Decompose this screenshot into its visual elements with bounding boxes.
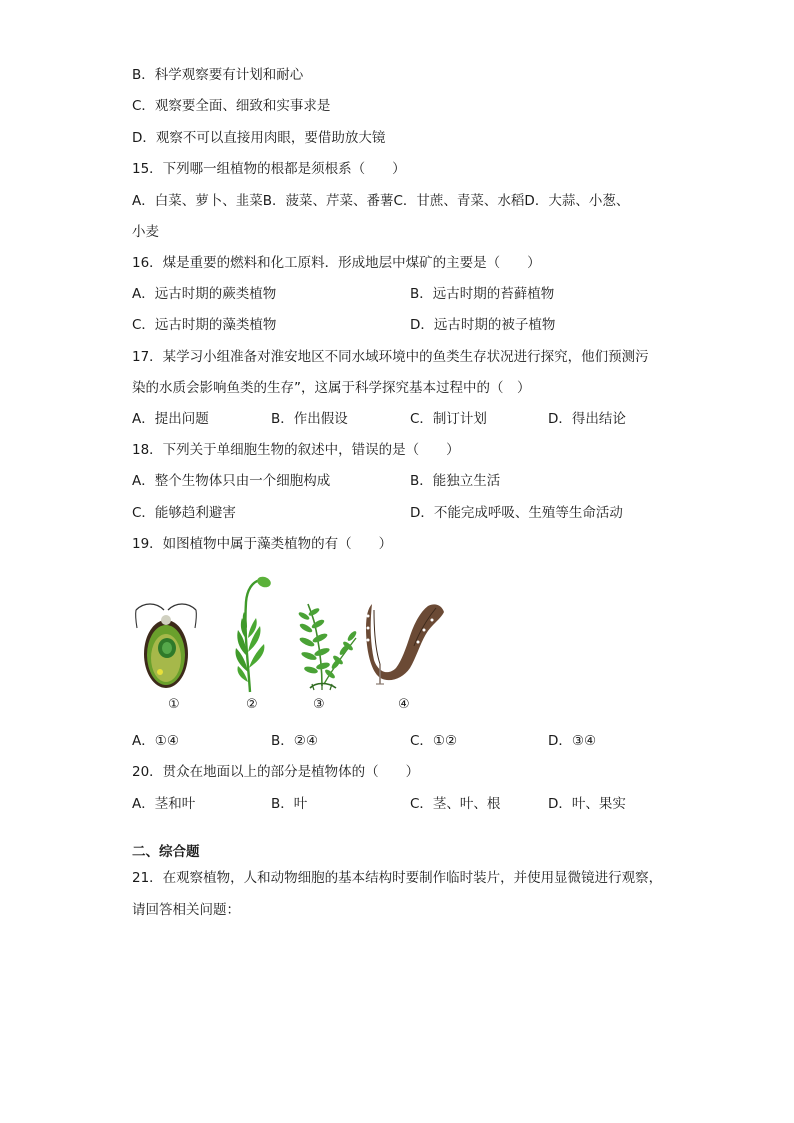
q16-option-d: D．远古时期的被子植物 bbox=[410, 317, 556, 333]
q20-option-a: A．茎和叶 bbox=[132, 796, 196, 812]
figure-label-4: ④ bbox=[398, 697, 410, 712]
figure-moss bbox=[228, 572, 274, 694]
q20-stem: 20．贯众在地面以上的部分是植物体的（ ） bbox=[132, 764, 420, 780]
q16-option-c: C．远古时期的藻类植物 bbox=[132, 317, 277, 333]
q18-option-a: A．整个生物体只由一个细胞构成 bbox=[132, 473, 331, 489]
q17-option-a: A．提出问题 bbox=[132, 411, 209, 427]
figure-brown-algae bbox=[366, 602, 446, 686]
q18-option-d: D．不能完成呼吸、生殖等生命活动 bbox=[410, 505, 623, 521]
figure-label-3: ③ bbox=[313, 697, 325, 712]
q15-options-line2: 小麦 bbox=[132, 224, 159, 240]
q19-option-b: B．②④ bbox=[271, 733, 318, 749]
q19-option-a: A．①④ bbox=[132, 733, 179, 749]
q16-option-b: B．远古时期的苔藓植物 bbox=[410, 286, 555, 302]
q19-option-d: D．③④ bbox=[548, 733, 597, 749]
q17-option-c: C．制订计划 bbox=[410, 411, 487, 427]
figure-label-2: ② bbox=[246, 697, 258, 712]
q20-option-d: D．叶、果实 bbox=[548, 796, 626, 812]
figure-label-1: ① bbox=[168, 697, 180, 712]
figure-single-cell-alga bbox=[134, 598, 198, 692]
q16-stem: 16．煤是重要的燃料和化工原料．形成地层中煤矿的主要是（ ） bbox=[132, 255, 541, 271]
q21-stem-line2: 请回答相关问题： bbox=[132, 902, 240, 918]
q17-option-d: D．得出结论 bbox=[548, 411, 626, 427]
q15-options-line1: A．白菜、萝卜、韭菜B．菠菜、芹菜、番薯C．甘蔗、青菜、水稻D．大蒜、小葱、 bbox=[132, 193, 630, 209]
q18-option-c: C．能够趋利避害 bbox=[132, 505, 236, 521]
q14-option-b: B．科学观察要有计划和耐心 bbox=[132, 67, 304, 83]
q14-option-c: C．观察要全面、细致和实事求是 bbox=[132, 98, 331, 114]
q16-option-a: A．远古时期的蕨类植物 bbox=[132, 286, 277, 302]
q19-option-c: C．①② bbox=[410, 733, 458, 749]
q20-option-b: B．叶 bbox=[271, 796, 308, 812]
figure-fern bbox=[292, 600, 362, 692]
q19-stem: 19．如图植物中属于藻类植物的有（ ） bbox=[132, 536, 393, 552]
q17-stem-line1: 17．某学习小组准备对淮安地区不同水域环境中的鱼类生存状况进行探究，他们预测污 bbox=[132, 349, 649, 365]
q21-stem-line1: 21．在观察植物，人和动物细胞的基本结构时要制作临时装片，并使用显微镜进行观察， bbox=[132, 870, 663, 886]
q17-option-b: B．作出假设 bbox=[271, 411, 348, 427]
q15-stem: 15．下列哪一组植物的根都是须根系（ ） bbox=[132, 161, 406, 177]
q17-stem-line2: 染的水质会影响鱼类的生存”，这属于科学探究基本过程中的（ ） bbox=[132, 380, 531, 396]
section-heading: 二、综合题 bbox=[132, 844, 200, 860]
q18-option-b: B．能独立生活 bbox=[410, 473, 501, 489]
q14-option-d: D．观察不可以直接用肉眼，要借助放大镜 bbox=[132, 130, 386, 146]
q20-option-c: C．茎、叶、根 bbox=[410, 796, 501, 812]
q18-stem: 18．下列关于单细胞生物的叙述中，错误的是（ ） bbox=[132, 442, 460, 458]
